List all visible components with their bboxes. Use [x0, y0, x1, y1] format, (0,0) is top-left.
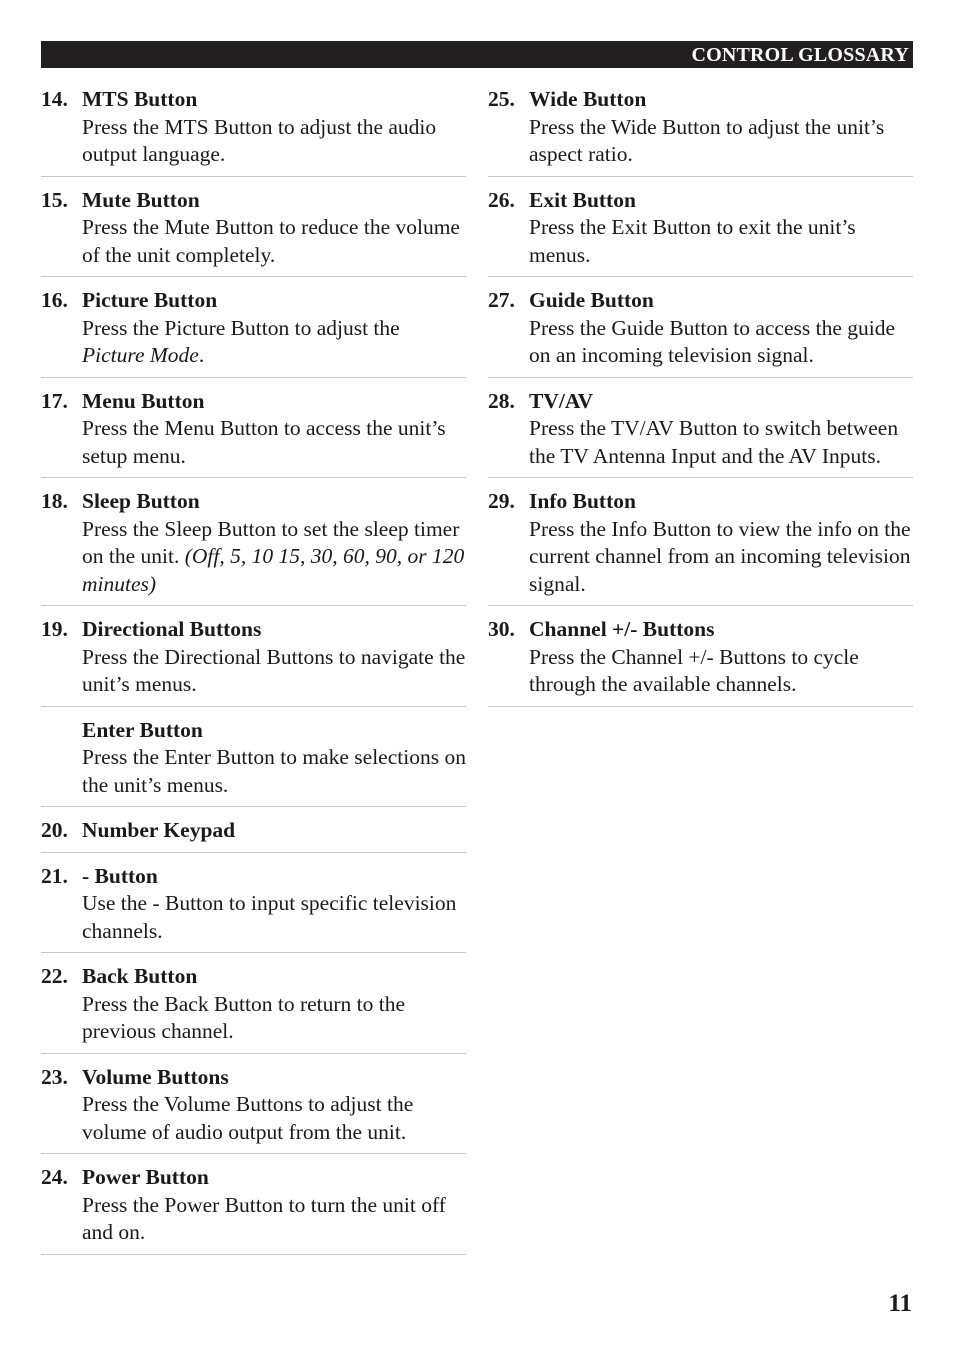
- entry-description: Press the MTS Button to adjust the audio output language.: [82, 114, 437, 166]
- entry-description: Press the Guide Button to access the guide on an incoming television signal.: [529, 315, 896, 367]
- entry-description: Press the Mute Button to reduce the volume of the unit completely.: [82, 215, 460, 267]
- entry-number: 20.: [41, 818, 68, 842]
- entry-number: 26.: [488, 187, 515, 212]
- entry-title: Guide Button: [529, 288, 654, 312]
- entry-title: Wide Button: [529, 87, 647, 111]
- entry-number: 21.: [41, 863, 68, 888]
- entry-description: Press the Wide Button to adjust the unit’s aspect ratio.: [529, 114, 885, 166]
- entry-number: 30.: [488, 617, 515, 641]
- entry-title: - Button: [82, 863, 158, 888]
- entry-number: 29.: [488, 489, 515, 513]
- entry-number: 19.: [41, 617, 68, 641]
- glossary-entry: [488, 616, 913, 707]
- glossary-entry: [41, 863, 466, 954]
- glossary-entry: [41, 187, 466, 278]
- entry-description: Press the Channel +/- Buttons to cycle through the available channels.: [529, 644, 859, 696]
- entry-description: Press the TV/AV Button to switch between the TV Antenna Input and the AV Inputs.: [529, 416, 899, 468]
- section-title: CONTROL GLOSSARY: [691, 44, 909, 66]
- glossary-entry: [41, 1164, 466, 1255]
- glossary-entry: [488, 86, 913, 177]
- entry-number: 27.: [488, 288, 515, 312]
- glossary-entry: [41, 963, 466, 1054]
- entry-number: 22.: [41, 964, 68, 988]
- entry-title: Exit Button: [529, 187, 636, 212]
- entry-description: Press the Power Button to turn the unit off and on.: [82, 1192, 446, 1244]
- entry-number: 17.: [41, 388, 68, 413]
- page-number: 11: [888, 1290, 912, 1317]
- glossary-entry: [41, 388, 466, 479]
- entry-title: Number Keypad: [82, 818, 236, 842]
- glossary-entry: [488, 488, 913, 606]
- entry-number: 25.: [488, 87, 515, 111]
- entry-title: MTS Button: [82, 87, 198, 111]
- entry-description: Press the Volume Buttons to adjust the volume of audio output from the unit.: [82, 1092, 414, 1144]
- entry-description: Press the Exit Button to exit the unit’s menus.: [529, 215, 856, 267]
- entry-title: TV/AV: [529, 388, 594, 413]
- entry-title: Menu Button: [82, 388, 205, 413]
- entry-title: Info Button: [529, 489, 636, 513]
- entry-number: 14.: [41, 87, 68, 111]
- entry-description: Press the Info Button to view the info on the current channel from an incoming television signal.: [529, 516, 911, 596]
- entry-title: Sleep Button: [82, 489, 200, 513]
- entry-title: Back Button: [82, 964, 198, 988]
- glossary-entry: [41, 717, 466, 808]
- entry-number: 15.: [41, 187, 68, 212]
- entry-description: Press the Picture Button to adjust the Picture Mode.: [82, 315, 400, 367]
- entry-number: 16.: [41, 288, 68, 312]
- entry-number: 18.: [41, 489, 68, 513]
- entry-description: Press the Back Button to return to the previous channel.: [82, 991, 406, 1043]
- glossary-right-column: [488, 86, 913, 717]
- glossary-entry: [41, 817, 466, 853]
- entry-title: Channel +/- Buttons: [529, 617, 715, 641]
- section-header-bar: [41, 41, 913, 68]
- glossary-entry: [41, 488, 466, 606]
- entry-title: Directional Buttons: [82, 617, 262, 641]
- glossary-entry: [41, 287, 466, 378]
- entry-description: Use the - Button to input specific television channels.: [82, 891, 457, 943]
- glossary-entry: [41, 86, 466, 177]
- glossary-entry: [41, 616, 466, 707]
- glossary-entry: [41, 1064, 466, 1155]
- entry-description: Press the Enter Button to make selections on the unit’s menus.: [82, 745, 466, 797]
- entry-number: 24.: [41, 1165, 68, 1189]
- entry-title: Mute Button: [82, 187, 200, 212]
- glossary-entry: [488, 287, 913, 378]
- entry-title: Volume Buttons: [82, 1064, 229, 1089]
- glossary-left-column: [41, 86, 466, 1265]
- entry-number: 28.: [488, 388, 515, 413]
- entry-description: Press the Directional Buttons to navigate the unit’s menus.: [82, 644, 466, 696]
- entry-description: Press the Menu Button to access the unit’s setup menu.: [82, 416, 446, 468]
- entry-title: Power Button: [82, 1165, 209, 1189]
- entry-description: Press the Sleep Button to set the sleep timer on the unit. (Off, 5, 10 15, 30, 60, 90, or 120 minutes): [82, 516, 465, 596]
- glossary-entry: [488, 187, 913, 278]
- entry-title: Enter Button: [82, 717, 203, 742]
- entry-number: 23.: [41, 1064, 68, 1089]
- entry-title: Picture Button: [82, 288, 218, 312]
- glossary-entry: [488, 388, 913, 479]
